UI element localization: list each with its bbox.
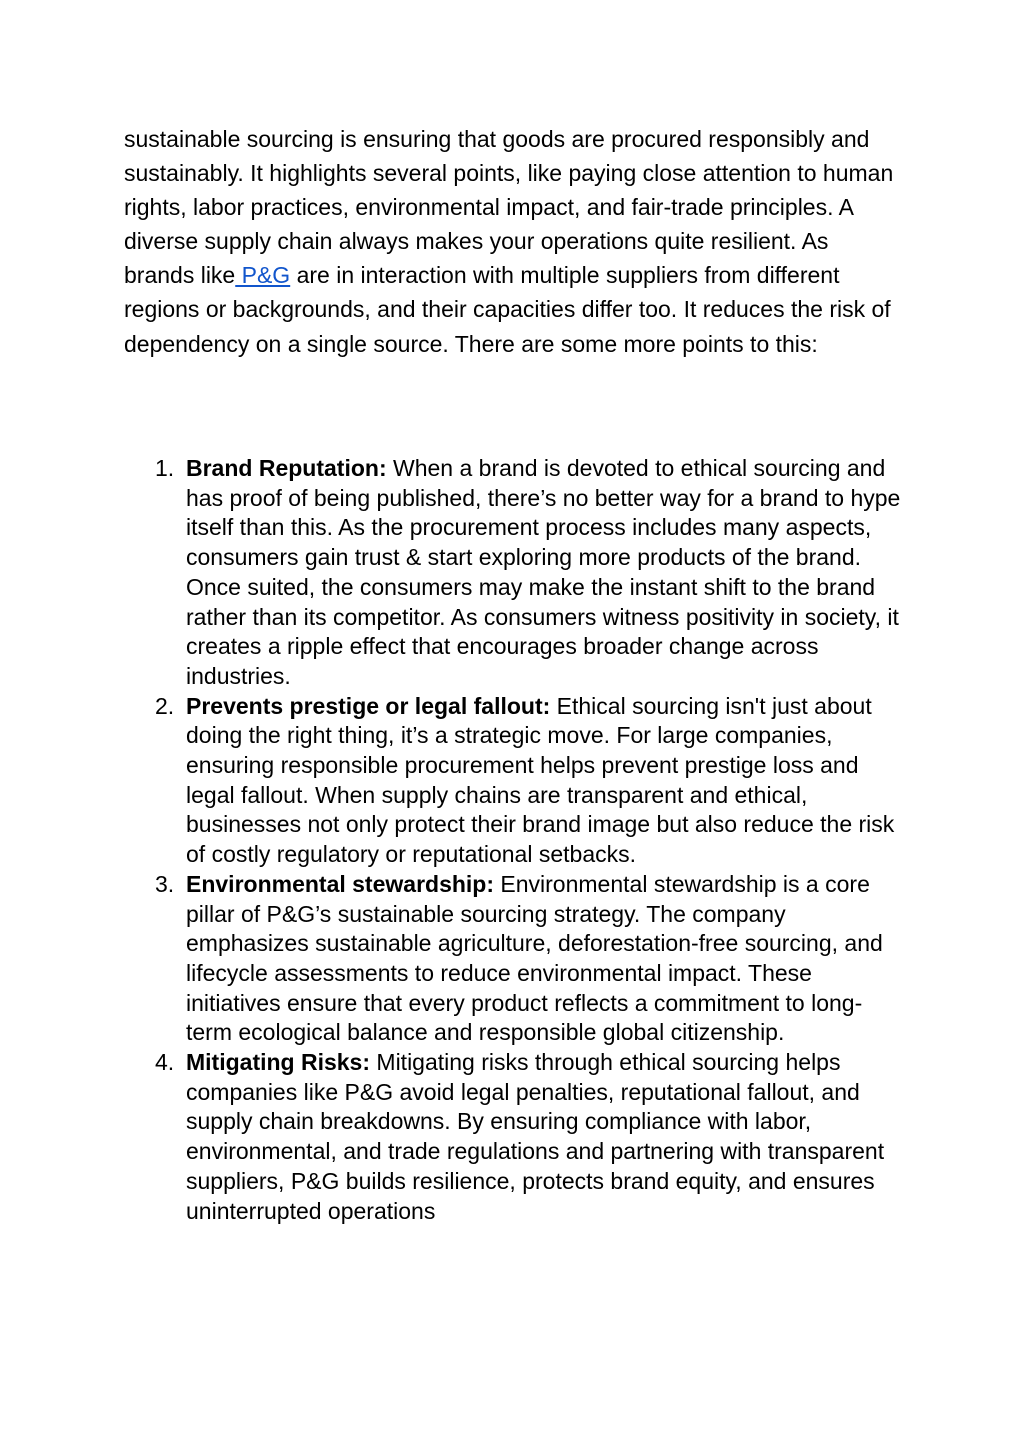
points-list [124,454,904,1226]
list-item [124,870,904,1048]
list-item-number: 1. [155,455,175,481]
list-item-body: When a brand is devoted to ethical sourcing and has proof of being published, there’s no better way for a brand to hype itself than this. As the procurement process includes many aspects, consumers gain trust & start exploring more products of the brand. Once suited, the consumers may make the instant shift to the brand rather than its competitor. As consumers witness positivity in society, it creates a ripple effect that encourages broader change across industries. [186,455,901,689]
list-item [124,692,904,870]
list-item-title: Prevents prestige or legal fallout: [186,692,551,719]
list-item-number: 4. [155,1049,175,1076]
document-page [124,122,904,1224]
list-item-title: Environmental stewardship: [186,870,495,897]
intro-text-after-link: are in interaction with multiple suppliers from different regions or backgrounds, and their capacities differ too. It reduces the risk of dependency on a single source. There are some more points to this: [124,262,891,357]
list-item-body: Mitigating risks through ethical sourcing helps companies like P&G avoid legal penalties, reputational fallout, and supply chain breakdowns. By ensuring compliance with labor, environmental, and trade regulations and partnering with transparent suppliers, P&G builds resilience, protects brand equity, and ensures uninterrupted operations [186,1049,885,1224]
intro-paragraph [124,122,894,361]
list-item [124,454,904,692]
intro-text-before-link: sustainable sourcing is ensuring that goods are procured responsibly and sustainably. It highlights several points, like paying close attention to human rights, labor practices, environmental impact, and fair-trade principles. A diverse supply chain always makes your operations quite resilient. As brands like [124,126,894,289]
list-item-number: 3. [155,870,175,897]
list-item-title: Brand Reputation: [186,455,387,481]
list-item-body: Ethical sourcing isn't just about doing the right thing, it’s a strategic move. For large companies, ensuring responsible procurement helps prevent prestige loss and legal fallout. When supply chains are transparent and ethical, businesses not only protect their brand image but also reduce the risk of costly regulatory or reputational setbacks. [186,692,895,868]
pg-link[interactable]: P&G [235,262,291,289]
list-item-body: Environmental stewardship is a core pillar of P&G’s sustainable sourcing strategy. The company emphasizes sustainable agriculture, deforestation-free sourcing, and lifecycle assessments to reduce environmental impact. These initiatives ensure that every product reflects a commitment to long-term ecological balance and responsible global citizenship. [186,870,883,1046]
list-item-title: Mitigating Risks: [186,1049,371,1076]
list-item [124,1048,904,1226]
list-item-number: 2. [155,692,175,719]
